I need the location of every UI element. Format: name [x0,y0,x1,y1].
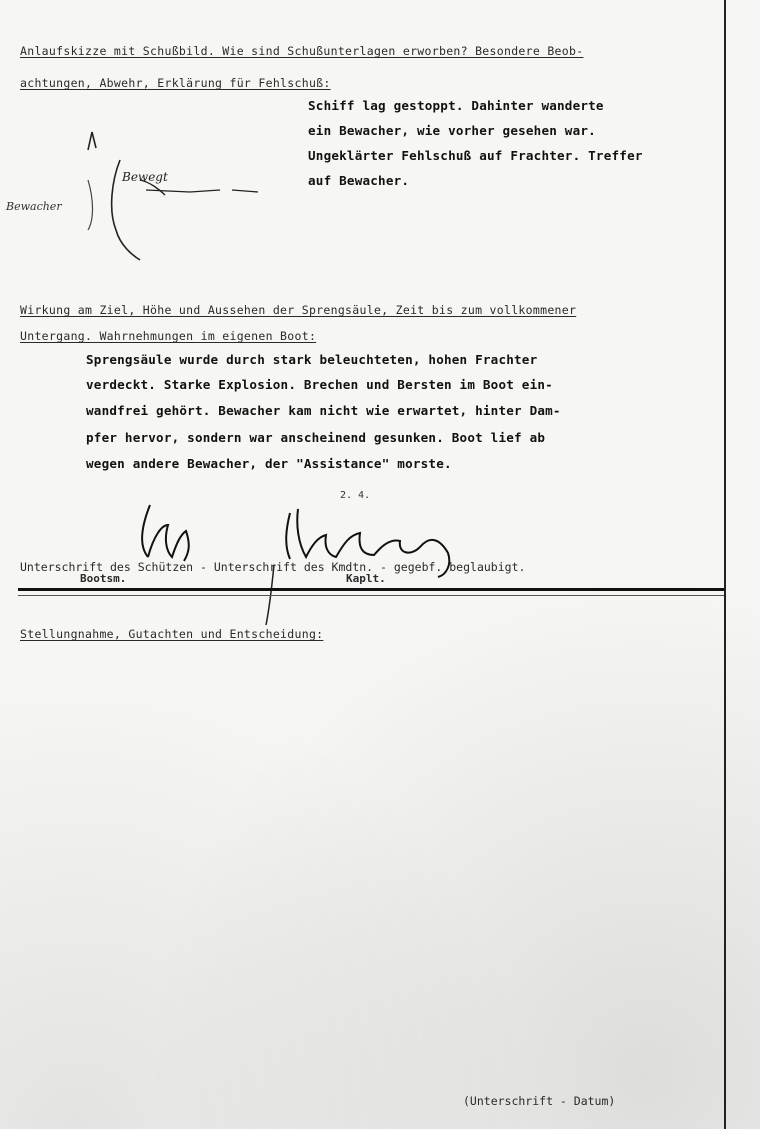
footer-signature-date: (Unterschrift - Datum) [463,1094,616,1108]
section1-text-line: ein Bewacher, wie vorher gesehen war. [308,123,596,138]
margin-note-2: Bewegt [122,170,168,184]
signature-date-mark: 2. 4. [340,490,371,501]
divider-thick [18,588,724,591]
section1-label-line1: Anlaufskizze mit Schußbild. Wie sind Schußunterlagen erworben? Besondere Beob- [20,44,584,58]
page-edge-line [724,0,726,1129]
section2-text-line: wegen andere Bewacher, der "Assistance" morste. [86,456,452,471]
section3-label: Stellungnahme, Gutachten und Entscheidung: [20,627,324,641]
signature-line-label: Unterschrift des Schützen - Unterschrift des Kmdtn. - gegebf. beglaubigt. [20,560,526,574]
margin-note: Bewacher [6,200,62,213]
shooter-rank: Bootsm. [80,572,127,585]
section2-text-line: Sprengsäule wurde durch stark beleuchteten, hohen Frachter [86,352,538,367]
commander-rank: Kaplt. [346,572,386,585]
section1-text-line: auf Bewacher. [308,173,410,188]
divider-thin [18,595,724,596]
section2-text-line: pfer hervor, sondern war anscheinend gesunken. Boot lief ab [86,430,546,445]
attack-sketch [0,120,300,274]
section2-text-line: verdeckt. Starke Explosion. Brechen und Bersten im Boot ein- [86,377,553,392]
section1-text-line: Schiff lag gestoppt. Dahinter wanderte [308,98,604,113]
section2-text-line: wandfrei gehört. Bewacher kam nicht wie erwartet, hinter Dam- [86,403,561,418]
section1-label-line2: achtungen, Abwehr, Erklärung für Fehlschuß: [20,76,331,90]
section1-text-line: Ungeklärter Fehlschuß auf Frachter. Treffer [308,148,643,163]
section2-label-line1: Wirkung am Ziel, Höhe und Aussehen der Sprengsäule, Zeit bis zum vollkommener [20,303,577,317]
section2-label-line2: Untergang. Wahrnehmungen im eigenen Boot: [20,329,317,343]
